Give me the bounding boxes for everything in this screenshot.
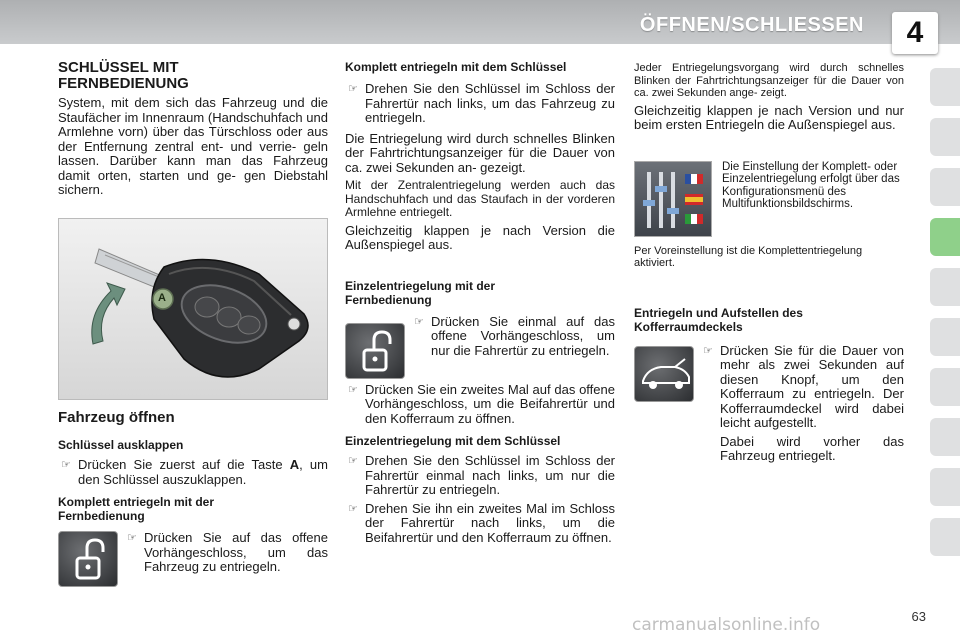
bullet-text: Drücken Sie auf das offene Vorhängeschloss, um das Fahrzeug zu entriegeln.	[144, 530, 328, 574]
watermark: carmanualsonline.info	[632, 615, 821, 635]
column-middle	[345, 60, 615, 549]
config-screen-image	[634, 161, 712, 237]
subheading-single-remote: Einzelentriegelung mit der Fernbedienung	[345, 278, 496, 307]
config-text: Die Einstellung der Komplett- oder Einzelentriegelung erfolgt über das Konfigurationsmenü des Multifunktionsbildschirms.	[722, 160, 900, 210]
button-a-label: A	[158, 292, 166, 304]
bullet-single-remote-2	[345, 383, 615, 427]
paragraph-indicator-2: Jeder Entriegelungsvorgang wird durch schnelles Blinken der Fahrtrichtungsanzeiger für die Dauer von ca. zwei Sekunden ange- zeigt.	[634, 62, 904, 99]
bullet-remote-unlock	[124, 531, 328, 583]
bullet-single-remote-1	[411, 315, 615, 375]
subheading-complete-remote: Komplett entriegeln mit der Fernbedienung	[58, 495, 215, 523]
hand-pointer-icon: ☞	[127, 532, 137, 544]
subheading-trunk: Entriegeln und Aufstellen des Kofferraumdeckels	[634, 305, 803, 334]
bullet-text: Drehen Sie ihn ein zweites Mal im Schloss der Fahrertür nach links, um die Beifahrertür und den Kofferraum zu öffnen.	[365, 500, 615, 545]
chapter-tab[interactable]	[930, 368, 960, 406]
page-title: ÖFFNEN/SCHLIESSEN	[639, 14, 864, 36]
paragraph-mirrors: Gleichzeitig klappen je nach Version die Außenspiegel aus.	[345, 222, 615, 252]
car-trunk-icon	[635, 347, 695, 403]
unlock-button-image	[58, 531, 118, 587]
config-note	[634, 161, 904, 237]
bullet-text: Drehen Sie den Schlüssel im Schloss der Fahrertür einmal nach links, um nur die Fahrertür zu entriegeln.	[365, 453, 615, 497]
default-note: Per Voreinstellung ist die Komplettentriegelung aktiviert.	[634, 244, 863, 269]
bullet-text: Drehen Sie den Schlüssel im Schloss der Fahrertür nach links, um das Fahrzeug zu entriegeln.	[365, 81, 615, 125]
bullet-text: , um den Schlüssel auszuklappen.	[78, 457, 328, 487]
section-title: SCHLÜSSEL MIT FERNBEDIENUNG	[58, 59, 189, 92]
chapter-tab[interactable]	[930, 318, 960, 356]
paragraph-indicator: Die Entriegelung wird durch schnelles Blinken der Fahrtrichtungsanzeiger für die Dauer von ca. zwei Sekunden an- gezeigt.	[345, 130, 615, 175]
chapter-tab[interactable]	[930, 118, 960, 156]
chapter-number: 4	[892, 12, 938, 54]
hand-pointer-icon: ☞	[703, 344, 713, 357]
hand-pointer-icon: ☞	[61, 459, 71, 471]
hand-pointer-icon: ☞	[414, 315, 424, 328]
bullet-unfold	[58, 458, 328, 487]
subheading-complete-key: Komplett entriegeln mit dem Schlüssel	[345, 60, 567, 74]
bullet-text: Drücken Sie zuerst auf die Taste	[78, 457, 290, 472]
intro-paragraph: System, mit dem sich das Fahrzeug und die Staufächer im Innenraum (Handschuhfach und Armlehne vorn) über das Türschloss oder aus der Entfernung zentral ent- und verrie- geln lassen. Darüber kann man das Fahrzeug damit orten, starten und ge- gen Diebstahl sichern.	[58, 95, 328, 197]
hand-pointer-icon: ☞	[348, 502, 358, 515]
chapter-tabs	[926, 60, 960, 640]
settings-sliders-icon	[635, 162, 713, 238]
bullet-text: Drücken Sie einmal auf das offene Vorhängeschloss, um nur die Fahrertür zu entriegeln.	[431, 313, 615, 358]
hand-pointer-icon: ☞	[348, 383, 358, 396]
chapter-tab-active[interactable]	[930, 218, 960, 256]
remote-unlock-row	[58, 531, 328, 587]
trunk-row	[634, 344, 904, 468]
column-right	[634, 62, 904, 468]
chapter-tab[interactable]	[930, 418, 960, 456]
chapter-tab[interactable]	[930, 468, 960, 506]
hand-pointer-icon: ☞	[348, 83, 358, 95]
column-left	[58, 60, 328, 202]
bullet-text: Drücken Sie ein zweites Mal auf das offene Vorhängeschloss, um die Beifahrertür und den Kofferraum zu öffnen.	[365, 381, 615, 426]
header-bar	[0, 0, 960, 49]
chapter-tab[interactable]	[930, 168, 960, 206]
trunk-follow-text: Dabei wird vorher das Fahrzeug entriegelt.	[720, 433, 904, 463]
chapter-tab[interactable]	[930, 518, 960, 556]
open-padlock-icon	[59, 532, 119, 588]
subheading-single-key: Einzelentriegelung mit dem Schlüssel	[345, 434, 561, 448]
keyfob-illustration	[58, 218, 328, 400]
button-a-ref: A	[289, 457, 300, 472]
section-title-open: Fahrzeug öffnen	[58, 409, 175, 426]
paragraph-glovebox: Mit der Zentralentriegelung werden auch das Handschuhfach und das Staufach in der vorderen Armlehne entriegelt.	[345, 178, 615, 219]
trunk-button-image	[634, 346, 694, 402]
unlock-button-image	[345, 323, 405, 379]
bullet-single-key-1	[345, 454, 615, 498]
page-number: 63	[911, 609, 926, 624]
bullet-single-key-2	[345, 502, 615, 546]
chapter-tab[interactable]	[930, 68, 960, 106]
hand-pointer-icon: ☞	[348, 455, 358, 467]
paragraph-mirrors-2: Gleichzeitig klappen je nach Version und nur beim ersten Entriegeln die Außenspiegel aus.	[634, 102, 904, 132]
subheading-unfold: Schlüssel ausklappen	[58, 438, 184, 452]
bullet-text: Drücken Sie für die Dauer von mehr als zwei Sekunden auf diesen Knopf, um den Kofferraum zu entriegeln. Der Kofferraumdeckel wird dabei leicht aufgestellt.	[720, 342, 904, 430]
column-left-lower	[58, 410, 328, 587]
bullet-trunk	[700, 344, 904, 431]
keyfob-icon	[59, 219, 328, 400]
open-padlock-icon	[346, 324, 406, 380]
bullet-key-unlock	[345, 82, 615, 126]
chapter-tab[interactable]	[930, 268, 960, 306]
single-remote-row	[345, 315, 615, 379]
